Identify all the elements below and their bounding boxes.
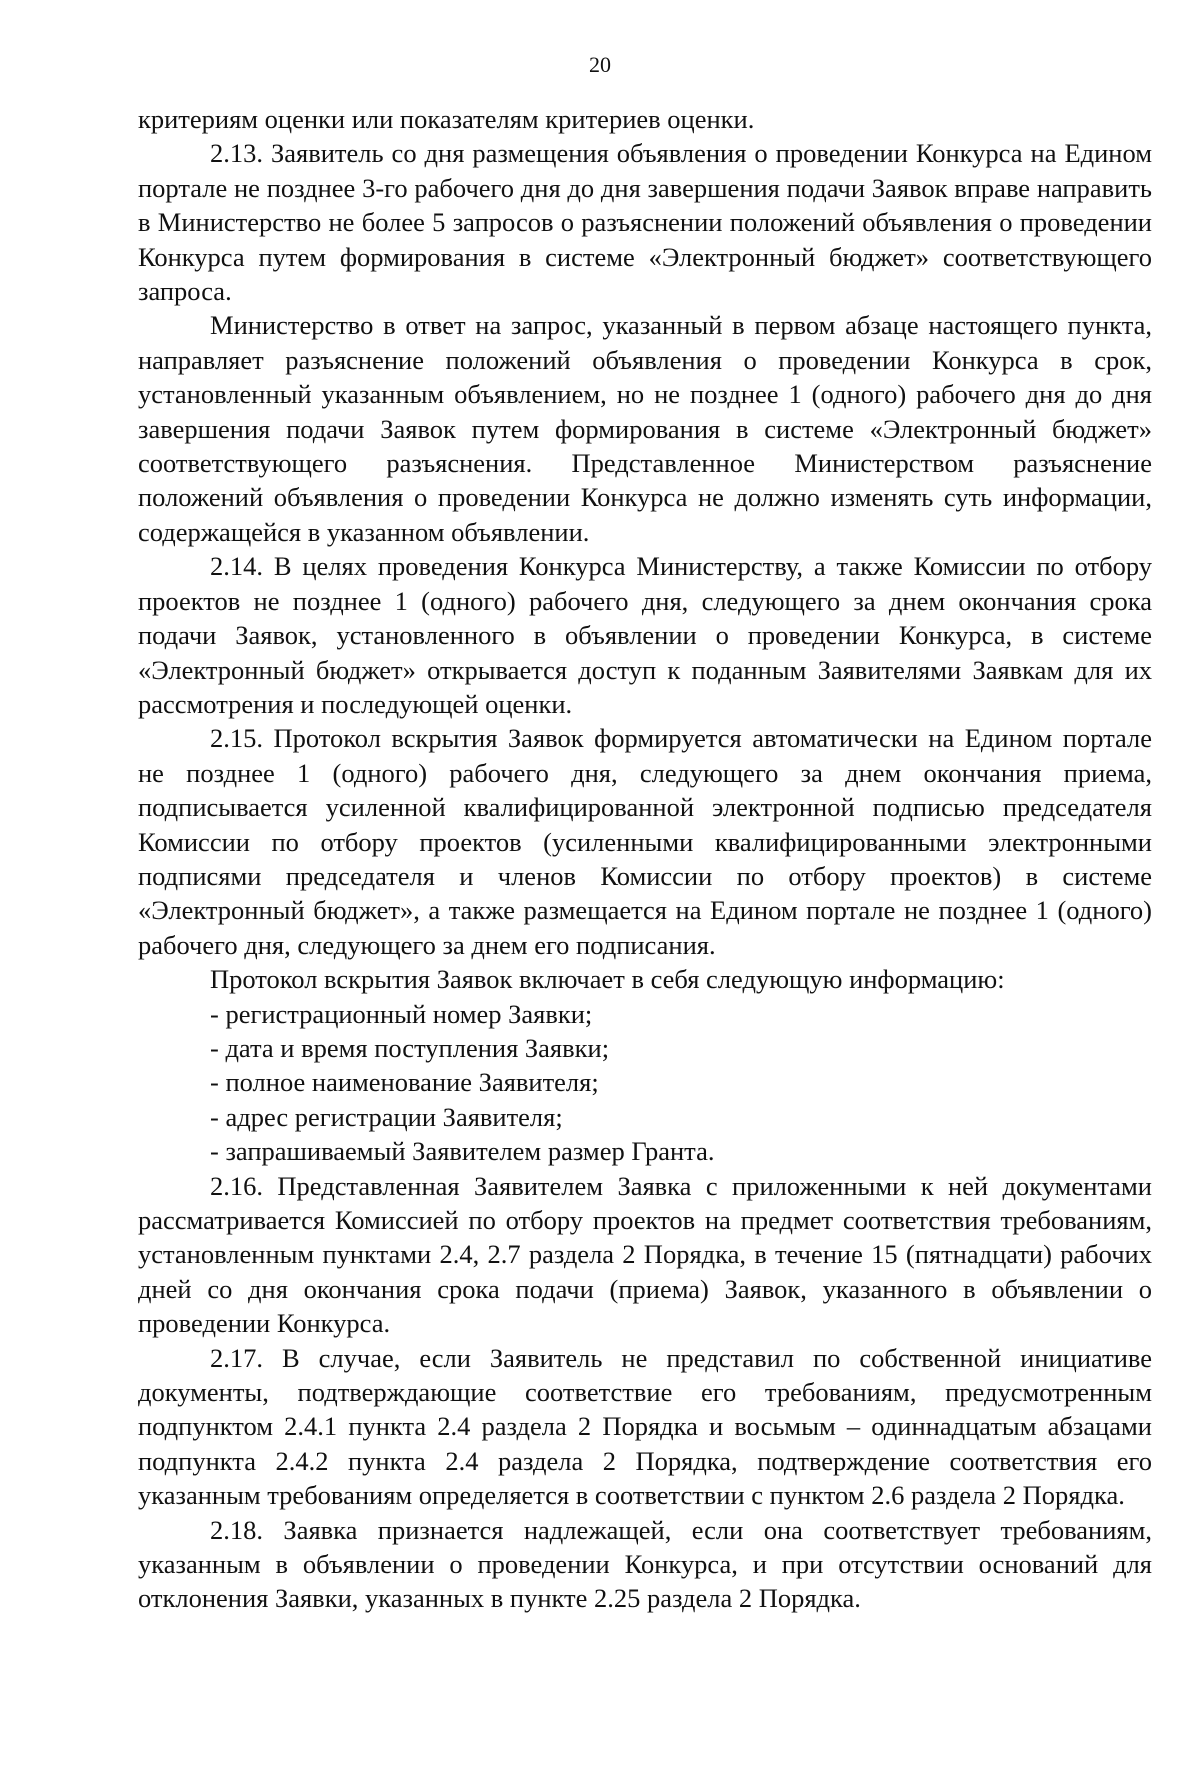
- list-item-date-time: - дата и время поступления Заявки;: [210, 1032, 610, 1063]
- paragraph-2-15: 2.15. Протокол вскрытия Заявок формируется автоматически на Едином портале не позднее 1 (одного) рабочего дня, следующего за днем окончания приема, подписывается усиленной квалифицированной электронной подписью председателя Комиссии по отбору проектов (усиленными квалифицированными электронными подписями председателя и членов Комиссии по отбору проектов) в системе «Электронный бюджет», а также размещается на Едином портале не позднее 1 (одного) рабочего дня, следующего за днем его подписания.: [138, 723, 1152, 960]
- paragraph-protocol-info: Протокол вскрытия Заявок включает в себя следующую информацию:: [210, 964, 1005, 995]
- paragraph-2-14: 2.14. В целях проведения Конкурса Министерству, а также Комиссии по отбору проектов не позднее 1 (одного) рабочего дня, следующего за днем окончания срока подачи Заявок, установленного в объявлении о проведении Конкурса, в системе «Электронный бюджет» открывается доступ к поданным Заявителями Заявкам для их рассмотрения и последующей оценки.: [138, 551, 1152, 719]
- document-body: [138, 102, 1152, 1616]
- paragraph-2-13: 2.13. Заявитель со дня размещения объявления о проведении Конкурса на Едином портале не позднее 3-го рабочего дня до дня завершения подачи Заявок вправе направить в Министерство не более 5 запросов о разъяснении положений объявления о проведении Конкурса путем формирования в системе «Электронный бюджет» соответствующего запроса.: [138, 138, 1152, 307]
- paragraph-ministry-response: Министерство в ответ на запрос, указанный в первом абзаце настоящего пункта, направляет разъяснение положений объявления о проведении Конкурса в срок, установленный указанным объявлением, но не позднее 1 (одного) рабочего дня до дня завершения подачи Заявок путем формирования в системе «Электронный бюджет» соответствующего разъяснения. Представленное Министерством разъяснение положений объявления о проведении Конкурса не должно изменять суть информации, содержащейся в указанном объявлении.: [138, 310, 1152, 547]
- list-item-address: - адрес регистрации Заявителя;: [210, 1101, 563, 1132]
- list-item-full-name: - полное наименование Заявителя;: [210, 1067, 599, 1098]
- paragraph-2-17: 2.17. В случае, если Заявитель не представил по собственной инициативе документы, подтверждающие соответствие его требованиям, предусмотренным подпунктом 2.4.1 пункта 2.4 раздела 2 Порядка и восьмым – одиннадцатым абзацами подпункта 2.4.2 пункта 2.4 раздела 2 Порядка, подтверждение соответствия его указанным требованиям определяется в соответствии с пунктом 2.6 раздела 2 Порядка.: [138, 1342, 1152, 1511]
- paragraph-2-18: 2.18. Заявка признается надлежащей, если она соответствует требованиям, указанным в объявлении о проведении Конкурса, и при отсутствии оснований для отклонения Заявки, указанных в пункте 2.25 раздела 2 Порядка.: [138, 1514, 1152, 1614]
- paragraph-continuation: критериям оценки или показателям критериев оценки.: [138, 104, 755, 134]
- page-number: 20: [589, 52, 611, 77]
- list-item-grant-size: - запрашиваемый Заявителем размер Гранта.: [210, 1136, 715, 1167]
- paragraph-2-16: 2.16. Представленная Заявителем Заявка с приложенными к ней документами рассматривается Комиссией по отбору проектов на предмет соответствия требованиям, установленным пунктами 2.4, 2.7 раздела 2 Порядка, в течение 15 (пятнадцати) рабочих дней со дня окончания срока подачи (приема) Заявок, указанного в объявлении о проведении Конкурса.: [138, 1170, 1152, 1339]
- list-item-registration-number: - регистрационный номер Заявки;: [210, 998, 593, 1029]
